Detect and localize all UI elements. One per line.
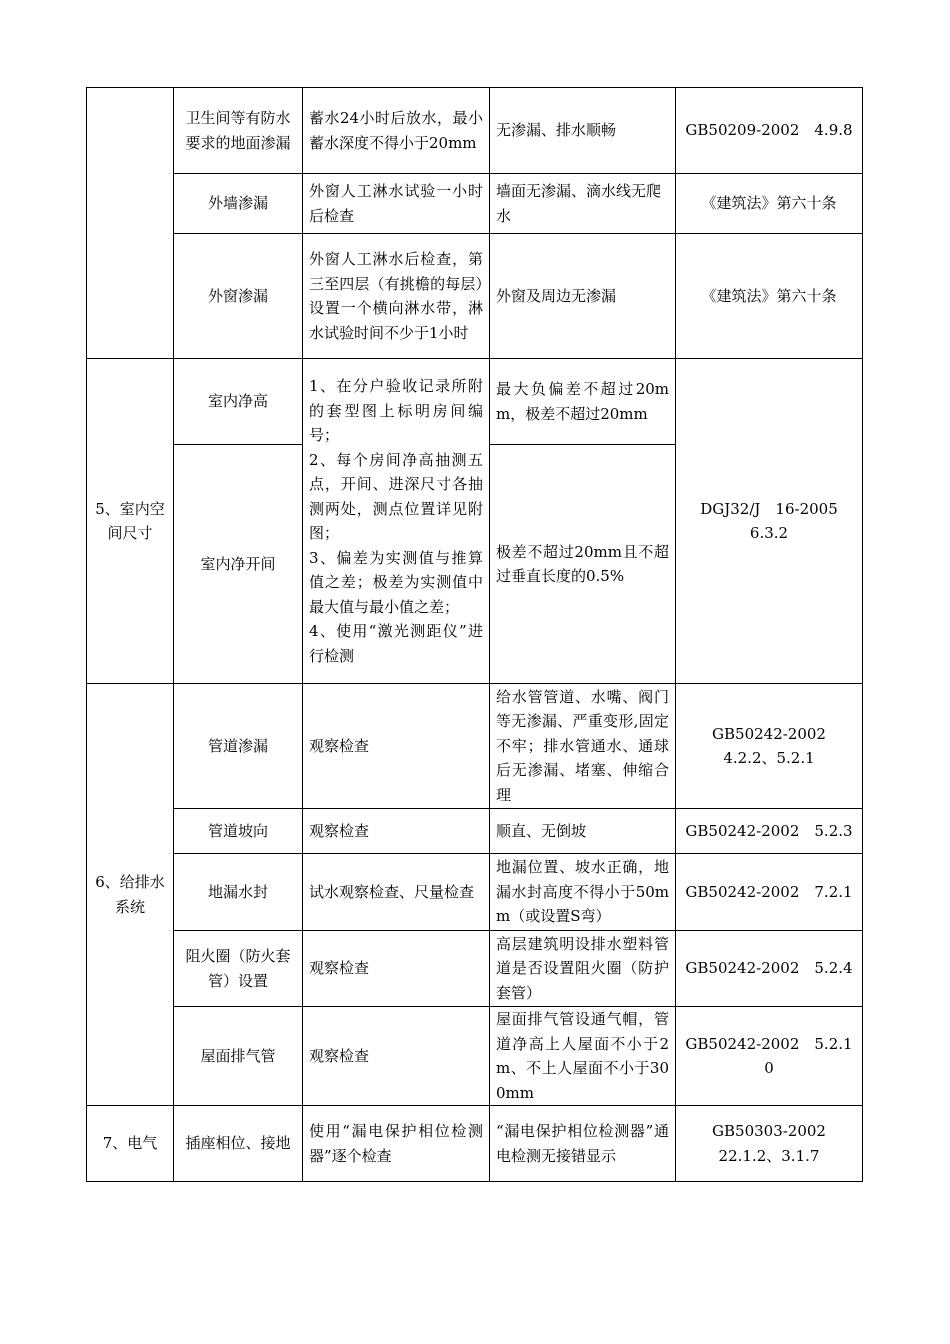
standard-cell: 高层建筑明设排水塑料管道是否设置阻火圈（防护套管） (490, 931, 676, 1007)
table-row (87, 359, 863, 445)
basis-line: GB50303-2002 (712, 1122, 826, 1140)
basis-line: DGJ32/J 16-2005 (700, 499, 838, 518)
table-row (87, 931, 863, 1007)
method-cell: 观察检查 (303, 1007, 490, 1106)
item-cell: 室内净高 (174, 359, 303, 445)
standard-cell: 屋面排气管设通气帽，管道净高上人屋面不小于2m、不上人屋面不小于300mm (490, 1007, 676, 1106)
standard-cell: 无渗漏、排水顺畅 (490, 88, 676, 174)
item-cell: 阻火圈（防火套管）设置 (174, 931, 303, 1007)
method-cell: 使用“漏电保护相位检测器”逐个检查 (303, 1106, 490, 1182)
basis-cell: GB50242-2002 5.2.3 (676, 809, 863, 854)
category-cell-waterproof (87, 88, 174, 359)
item-cell: 管道坡向 (174, 809, 303, 854)
basis-cell: 《建筑法》第六十条 (676, 234, 863, 359)
table-row (87, 234, 863, 359)
method-cell: 观察检查 (303, 931, 490, 1007)
standard-cell: 外窗及周边无渗漏 (490, 234, 676, 359)
basis-cell: GB50209-2002 4.9.8 (676, 88, 863, 174)
basis-line: GB50242-2002 (712, 724, 826, 743)
method-step: 3、偏差为实测值与推算值之差；极差为实测值中最大值与最小值之差； (309, 548, 483, 616)
basis-cell (676, 359, 863, 684)
table-row (87, 1007, 863, 1106)
category-cell: 7、电气 (87, 1106, 174, 1182)
table-row (87, 88, 863, 174)
item-cell: 卫生间等有防水要求的地面渗漏 (174, 88, 303, 174)
item-cell: 插座相位、接地 (174, 1106, 303, 1182)
method-cell (303, 359, 490, 684)
method-cell: 蓄水24小时后放水，最小蓄水深度不得小于20mm (303, 88, 490, 174)
item-cell: 室内净开间 (174, 445, 303, 684)
category-cell: 6、给排水系统 (87, 684, 174, 1106)
method-cell: 外窗人工淋水后检查，第三至四层（有挑檐的每层）设置一个横向淋水带，淋水试验时间不少于1小时 (303, 234, 490, 359)
item-cell: 地漏水封 (174, 854, 303, 931)
basis-line: 4.2.2、5.2.1 (723, 749, 815, 767)
table-row (87, 809, 863, 854)
standard-cell: “漏电保护相位检测器”通电检测无接错显示 (490, 1106, 676, 1182)
method-cell: 试水观察检查、尺量检查 (303, 854, 490, 931)
method-cell: 观察检查 (303, 809, 490, 854)
basis-cell: GB50242-2002 5.2.10 (676, 1007, 863, 1106)
category-cell: 5、室内空间尺寸 (87, 359, 174, 684)
table-row (87, 174, 863, 234)
method-step: 4、使用“激光测距仪”进行检测 (309, 622, 483, 665)
item-cell: 外墙渗漏 (174, 174, 303, 234)
table-row (87, 854, 863, 931)
method-cell: 观察检查 (303, 684, 490, 809)
method-step: 2、每个房间净高抽测五点，开间、进深尺寸各抽测两处，测点位置详见附图； (309, 450, 483, 542)
standard-cell: 顺直、无倒坡 (490, 809, 676, 854)
standard-cell: 最大负偏差不超过20mm，极差不超过20mm (490, 359, 676, 445)
standard-cell: 地漏位置、坡水正确，地漏水封高度不得小于50mm（或设置S弯） (490, 854, 676, 931)
inspection-table (86, 87, 863, 1182)
table-row (87, 1106, 863, 1182)
method-cell: 外窗人工淋水试验一小时后检查 (303, 174, 490, 234)
basis-line: 6.3.2 (749, 524, 789, 542)
item-cell: 外窗渗漏 (174, 234, 303, 359)
basis-line: 22.1.2、3.1.7 (718, 1146, 820, 1165)
basis-cell (676, 684, 863, 809)
method-step: 1、在分户验收记录所附的套型图上标明房间编号； (309, 377, 483, 444)
basis-cell: GB50242-2002 5.2.4 (676, 931, 863, 1007)
item-cell: 屋面排气管 (174, 1007, 303, 1106)
standard-cell: 给水管管道、水嘴、阀门等无渗漏、严重变形,固定不牢；排水管通水、通球后无渗漏、堵塞、伸缩合理 (490, 684, 676, 809)
standard-cell: 墙面无渗漏、滴水线无爬水 (490, 174, 676, 234)
basis-cell: 《建筑法》第六十条 (676, 174, 863, 234)
basis-cell: GB50242-2002 7.2.1 (676, 854, 863, 931)
standard-cell: 极差不超过20mm且不超过垂直长度的0.5% (490, 445, 676, 684)
basis-cell (676, 1106, 863, 1182)
item-cell: 管道渗漏 (174, 684, 303, 809)
table-row (87, 684, 863, 809)
